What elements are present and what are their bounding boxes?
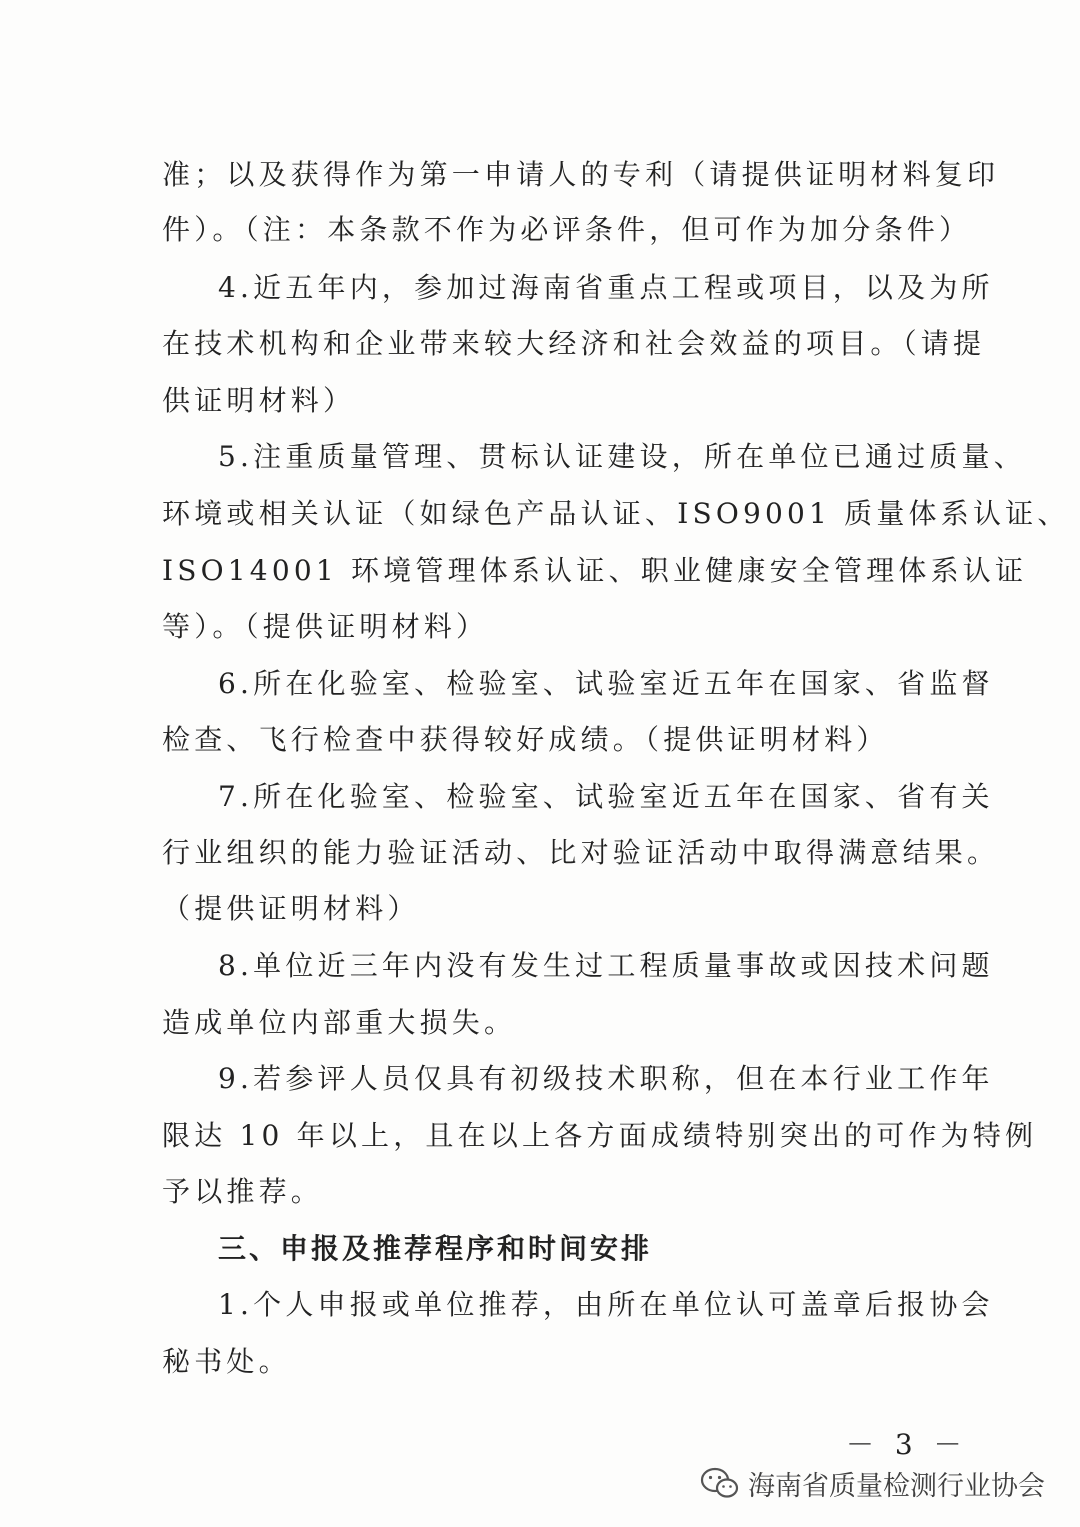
step-1-line: 1.个人申报或单位推荐，由所在单位认可盖章后报协会 (218, 1288, 994, 1321)
section-heading: 三、申报及推荐程序和时间安排 (218, 1232, 653, 1265)
body-line: 准；以及获得作为第一申请人的专利（请提供证明材料复印 (162, 158, 1000, 191)
watermark-text: 海南省质量检测行业协会 (748, 1470, 1045, 1502)
body-line: 在技术机构和企业带来较大经济和社会效益的项目。（请提 (162, 327, 986, 360)
body-line: 造成单位内部重大损失。 (162, 1006, 517, 1039)
body-line: 等）。（提供证明材料） (162, 610, 489, 643)
body-line: 供证明材料） (162, 384, 356, 417)
body-line: ISO14001 环境管理体系认证、职业健康安全管理体系认证 (162, 554, 1028, 587)
wechat-icon (700, 1466, 740, 1500)
body-line: 秘书处。 (162, 1345, 291, 1378)
item-8-line: 8.单位近三年内没有发生过工程质量事故或因技术问题 (218, 949, 994, 982)
body-line: 环境或相关认证（如绿色产品认证、ISO9001 质量体系认证、 (162, 497, 1070, 530)
item-4-line: 4.近五年内，参加过海南省重点工程或项目，以及为所 (218, 271, 994, 304)
item-9-line: 9.若参评人员仅具有初级技术职称，但在本行业工作年 (218, 1062, 994, 1095)
item-7-line: 7.所在化验室、检验室、试验室近五年在国家、省有关 (218, 780, 994, 813)
body-line: 件）。（注：本条款不作为必评条件，但可作为加分条件） (162, 213, 972, 246)
body-line: 行业组织的能力验证活动、比对验证活动中取得满意结果。 (162, 836, 1000, 869)
watermark (700, 1463, 1045, 1503)
item-6-line: 6.所在化验室、检验室、试验室近五年在国家、省监督 (218, 667, 994, 700)
item-5-line: 5.注重质量管理、贯标认证建设，所在单位已通过质量、 (218, 440, 1026, 473)
body-line: 限达 10 年以上，且在以上各方面成绩特别突出的可作为特例 (162, 1119, 1038, 1152)
page-number: － 3 － (846, 1428, 968, 1461)
body-line: 检查、飞行检查中获得较好成绩。（提供证明材料） (162, 723, 889, 756)
body-line: （提供证明材料） (162, 892, 420, 925)
body-line: 予以推荐。 (162, 1175, 324, 1208)
